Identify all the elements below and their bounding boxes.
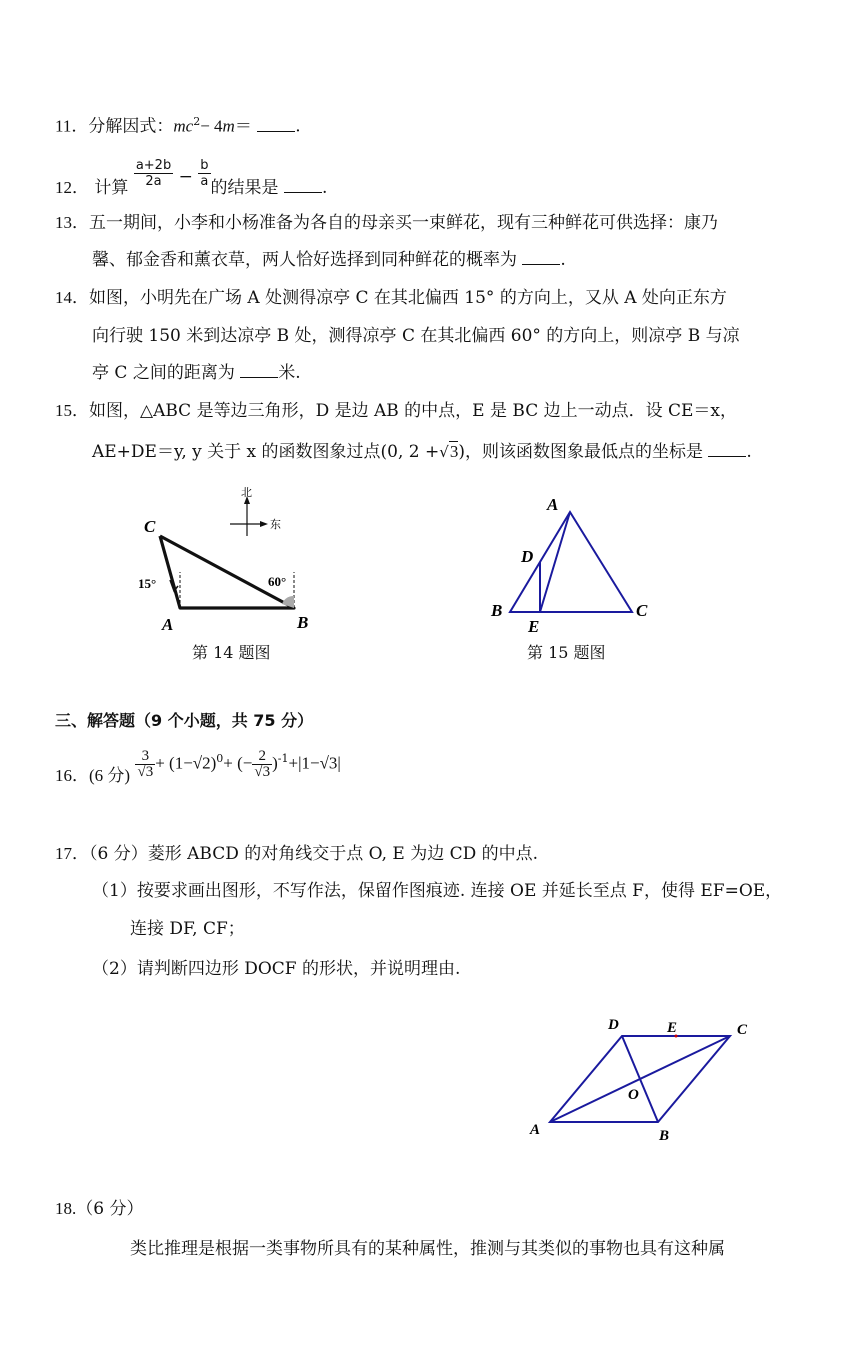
figure-14 — [120, 480, 330, 640]
exponent: 2 — [193, 115, 201, 128]
numerator: b — [200, 158, 209, 173]
denominator: √3 — [137, 763, 154, 780]
answer-blank — [257, 117, 295, 132]
question-14 — [55, 287, 727, 309]
point-c-label: C — [737, 1022, 748, 1038]
question-text: 分解因式： — [88, 116, 174, 137]
question-13-line2: 馨、郁金香和薰衣草，两人恰好选择到同种鲜花的概率为 . — [92, 250, 566, 270]
minus-sign: − — [178, 167, 193, 187]
question-number: 13． — [55, 213, 89, 232]
figure-17 — [525, 1010, 765, 1150]
point-a-label: A — [162, 615, 174, 634]
point-e-label: E — [667, 1020, 678, 1036]
question-text: 米. — [278, 363, 301, 383]
numerator: a+2b — [135, 158, 172, 173]
answer-blank — [708, 442, 746, 457]
section-title: 三、解答题（9 个小题，共 75 分） — [55, 711, 314, 730]
fraction — [252, 749, 272, 780]
point-d-label: D — [608, 1017, 619, 1033]
east-label: 东 — [270, 519, 281, 531]
question-number: 18. — [55, 1199, 77, 1218]
angle-label-15: 15° — [138, 576, 157, 591]
question-15-line2: AE+DE＝y, y 关于 x 的函数图象过点(0, 2 +√3)，则该函数图象最低点的坐标是 . — [92, 442, 752, 462]
question-16 — [55, 748, 341, 794]
question-15 — [55, 400, 737, 422]
point-a-label: A — [530, 1122, 541, 1138]
math-term: mc — [173, 116, 194, 136]
point-e-label: E — [528, 617, 540, 636]
question-text: 的结果是 — [210, 178, 279, 198]
segment-ae — [540, 512, 570, 612]
question-14-line2 — [92, 325, 740, 347]
denominator: √3 — [254, 763, 271, 780]
denominator: a — [200, 174, 209, 189]
question-text: 类比推理是根据一类事物所具有的某种属性，推测与其类似的事物也具有这种属 — [130, 1239, 725, 1259]
diagonal-bd — [622, 1036, 658, 1122]
score-label: （6 分） — [76, 1199, 144, 1219]
exponent: -1 — [277, 752, 289, 765]
question-12: 12． 计算 $\frac{a+2b}{2a}$ − $\frac{b}{a}$ 的结果是 . — [55, 158, 328, 198]
math-term: m — [222, 116, 235, 136]
question-number: 14． — [55, 288, 89, 307]
question-number: 15． — [55, 401, 89, 420]
radicand: 3 — [449, 442, 459, 461]
point-c-label: C — [636, 601, 648, 620]
answer-blank — [522, 250, 560, 265]
question-text: 五一期间，小李和小杨准备为各自的母亲买一束鲜花，现有三种鲜花可供选择：康乃 — [89, 213, 718, 233]
question-18 — [55, 1198, 143, 1220]
question-17-part1 — [92, 880, 782, 902]
exponent: 0 — [216, 752, 224, 765]
figure-15 — [485, 490, 660, 640]
question-17 — [55, 843, 538, 865]
question-13 — [55, 212, 718, 234]
point-o-label: O — [628, 1087, 639, 1103]
question-text: （2）请判断四边形 DOCF 的形状，并说明理由. — [92, 959, 461, 979]
denominator: 2a — [145, 174, 162, 189]
question-text: 菱形 ABCD 的对角线交于点 O, E 为边 CD 的中点. — [147, 844, 539, 864]
question-text: 亭 C 之间的距离为 — [92, 363, 235, 383]
fraction — [135, 749, 155, 780]
question-number: 12． — [55, 178, 89, 197]
math-term: ＝ — [234, 116, 252, 137]
score-label: （6 分） — [89, 844, 148, 864]
numerator: 2 — [252, 749, 272, 765]
question-number: 17． — [55, 844, 89, 863]
point-c-label: C — [144, 517, 156, 536]
question-text: 馨、郁金香和薰衣草，两人恰好选择到同种鲜花的概率为 — [92, 250, 517, 270]
point-b-label: B — [491, 601, 503, 620]
math-term: − 4 — [200, 116, 223, 136]
question-text: 如图，小明先在广场 A 处测得凉亭 C 在其北偏西 15° 的方向上，又从 A 处向正东方 — [89, 288, 727, 308]
math-term: + (1−√2) — [155, 753, 217, 773]
figure-15-caption: 第 15 题图 — [527, 643, 606, 662]
answer-blank — [284, 178, 322, 193]
fraction — [198, 158, 210, 189]
point-b-label: B — [297, 613, 309, 632]
question-18-text — [130, 1238, 725, 1260]
math-term: ) — [272, 753, 278, 773]
point-d-label: D — [521, 547, 534, 566]
score-label: (6 分) — [89, 765, 131, 785]
question-text: 连接 DF, CF； — [130, 919, 245, 939]
point-b-label: B — [659, 1128, 670, 1144]
math-term: + (− — [223, 753, 253, 773]
answer-blank — [240, 363, 278, 378]
question-17-part2 — [92, 958, 460, 980]
question-14-line3 — [92, 362, 301, 384]
question-text: )，则该函数图象最低点的坐标是 — [458, 442, 703, 462]
math-term: +|1−√3| — [288, 753, 341, 773]
north-label: 北 — [241, 487, 252, 499]
fraction — [134, 158, 173, 189]
question-17-part1-line2 — [130, 918, 245, 940]
compass-icon — [230, 496, 268, 536]
question-number: 11． — [55, 116, 89, 136]
point-a-label: A — [547, 495, 559, 514]
question-number: 16． — [55, 765, 89, 785]
question-11: 11．分解因式：$mc^2- 4m=$ . — [55, 115, 301, 137]
angle-label-60: 60° — [268, 574, 287, 589]
question-text: 计算 — [94, 178, 129, 198]
question-text: （1）按要求画出图形，不写作法，保留作图痕迹. 连接 OE 并延长至点 F，使得 EF=OE， — [92, 881, 783, 901]
question-text: 如图，△ABC 是等边三角形，D 是边 AB 的中点，E 是 BC 边上一动点．设 CE＝x， — [89, 401, 738, 421]
question-text: AE+DE＝y, y 关于 x 的函数图象过点(0, 2 + — [92, 442, 440, 462]
question-text: 向行驶 150 米到达凉亭 B 处，测得凉亭 C 在其北偏西 60° 的方向上，则凉亭 B 与凉 — [92, 326, 740, 346]
numerator: 3 — [135, 749, 155, 765]
figure-14-caption: 第 14 题图 — [192, 643, 271, 662]
